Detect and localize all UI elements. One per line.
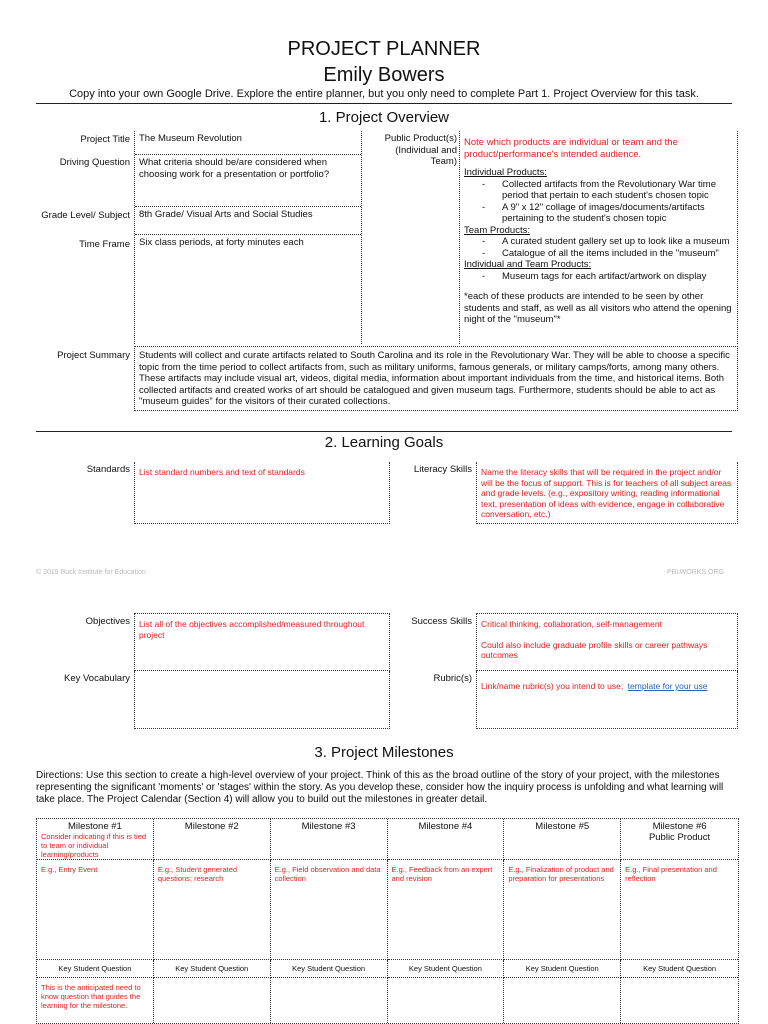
time-frame-label: Time Frame — [79, 239, 130, 250]
grade-level-label: Grade Level/ Subject — [41, 210, 130, 221]
section-heading-milestones: 3. Project Milestones — [314, 744, 454, 761]
footer-copyright: © 2019 Buck Institute for Education — [36, 569, 146, 576]
key-question-field-4[interactable] — [388, 978, 505, 1024]
time-frame-field[interactable]: Six class periods, at forty minutes each — [139, 237, 304, 248]
instructions: Copy into your own Google Drive. Explore the entire planner, but you only need to complete Part 1. Project Overview for this task. — [69, 88, 699, 100]
products-note: *each of these products are intended to be seen by other students and staff, as well as all visitors who attend the opening night of the "museum"* — [464, 291, 732, 325]
literacy-skills-label: Literacy Skills — [413, 464, 472, 475]
project-title-label: Project Title — [80, 134, 130, 145]
key-question-label-2: Key Student Question — [154, 960, 271, 978]
key-question-label-5: Key Student Question — [504, 960, 621, 978]
key-question-label-1: Key Student Question — [37, 960, 154, 978]
milestone-header-2: Milestone #2 — [154, 819, 271, 860]
divider-top — [36, 103, 732, 104]
milestone-example-5[interactable]: E.g., Finalization of product and preparation for presentations — [504, 860, 621, 960]
grade-level-field[interactable]: 8th Grade/ Visual Arts and Social Studies — [135, 207, 361, 235]
section-heading-learning-goals: 2. Learning Goals — [324, 434, 444, 451]
literacy-skills-field[interactable] — [476, 462, 738, 524]
key-question-field-6[interactable] — [621, 978, 738, 1024]
milestone-header-1: Milestone #1 Consider indicating if this is tied to team or individual learning/products — [37, 819, 154, 860]
footer-site: PBLWORKS.ORG — [666, 569, 724, 576]
section-heading-overview: 1. Project Overview — [318, 109, 450, 126]
objectives-hint: List all of the objectives accomplished/measured throughout project — [139, 619, 365, 640]
author-name: Emily Bowers — [323, 64, 445, 86]
list-item: - Catalogue of all the items included in the "museum" — [464, 248, 733, 260]
milestone-header-6: Milestone #6 Public Product — [621, 819, 738, 860]
success-skills-label: Success Skills — [411, 616, 472, 627]
key-question-label-3: Key Student Question — [271, 960, 388, 978]
key-question-label-6: Key Student Question — [621, 960, 738, 978]
literacy-skills-hint: Name the literacy skills that will be required in the project and/or will be the focus of support. This is for teachers of all subject areas and grade levels. (e.g., expository writing, reading informational text, presentation of ideas with evidence, engage in collaborative conversation, etc.) — [481, 467, 732, 519]
key-vocabulary-label: Key Vocabulary — [63, 673, 130, 684]
milestone-example-3[interactable]: E.g., Field observation and data collection — [271, 860, 388, 960]
rubrics-hint: Link/name rubric(s) you intend to use; — [481, 681, 624, 691]
individual-products-label: Individual Products: — [464, 167, 547, 178]
page-title: PROJECT PLANNER — [287, 38, 481, 60]
standards-field[interactable] — [134, 462, 390, 524]
team-products-list — [464, 236, 733, 259]
standards-label: Standards — [86, 464, 130, 475]
individual-products-list — [464, 179, 733, 225]
rubrics-field[interactable] — [476, 671, 738, 729]
rubric-template-link[interactable]: template for your use — [627, 681, 708, 691]
milestones-directions: Directions: Use this section to create a high-level overview of your project. Think of this as the broad outline of the story of your project, with the milestones representing the significant 'moments' or 'stages' within the story. As you develop these, consider how the inquiry process is unfolding and what learning will take place. The Project Calendar (Section 4) will allow you to build out the milestones in greater detail. — [36, 770, 724, 806]
objectives-field[interactable] — [134, 613, 390, 671]
milestone-hint: Consider indicating if this is tied to team or individual learning/products — [41, 832, 147, 859]
success-skills-field[interactable] — [476, 613, 738, 671]
list-item: - Collected artifacts from the Revolutionary War time period that pertain to each student's chosen topic — [464, 179, 733, 202]
milestone-example-4[interactable]: E.g., Feedback from an expert and revision — [388, 860, 505, 960]
driving-question-label: Driving Question — [59, 157, 130, 168]
key-vocabulary-field[interactable] — [134, 671, 390, 729]
standards-hint: List standard numbers and text of standards — [139, 467, 305, 477]
milestone-example-6[interactable]: E.g., Final presentation and reflection — [621, 860, 738, 960]
public-product-label: Public Product(s) (Individual and Team) — [384, 133, 457, 167]
project-summary-field[interactable] — [134, 346, 738, 411]
key-question-field-2[interactable] — [154, 978, 271, 1024]
key-question-field-3[interactable] — [271, 978, 388, 1024]
list-item: - A 9" x 12" collage of images/documents/artifacts pertaining to the student's chosen topic — [464, 202, 733, 225]
project-title-field[interactable]: The Museum Revolution — [135, 131, 361, 155]
list-item: - Museum tags for each artifact/artwork on display — [464, 271, 733, 283]
milestone-example-1[interactable]: E.g., Entry Event — [37, 860, 154, 960]
milestone-example-2[interactable]: E.g., Student generated questions; research — [154, 860, 271, 960]
key-question-field-1[interactable]: This is the anticipated need to know question that guides the learning for the milestone. — [37, 978, 154, 1024]
public-product-field[interactable] — [459, 131, 738, 344]
list-item: - A curated student gallery set up to look like a museum — [464, 236, 733, 248]
milestone-header-3: Milestone #3 — [271, 819, 388, 860]
project-summary-label: Project Summary — [57, 350, 130, 361]
key-question-field-5[interactable] — [504, 978, 621, 1024]
rubrics-label: Rubric(s) — [433, 673, 472, 684]
success-skills-hint-1: Critical thinking, collaboration, self-management — [481, 619, 662, 629]
objectives-label: Objectives — [85, 616, 130, 627]
individual-team-label: Individual and Team Products: — [464, 259, 592, 270]
driving-question-field[interactable]: What criteria should be/are considered when choosing work for a presentation or portfolio? — [135, 155, 361, 207]
milestone-sub: Public Product — [648, 832, 711, 843]
milestones-table — [36, 818, 739, 1024]
divider-overview — [36, 431, 732, 432]
team-products-label: Team Products: — [464, 224, 530, 236]
milestone-header-4: Milestone #4 — [388, 819, 505, 860]
public-product-hint: Note which products are individual or team and the product/performance's intended audience. — [464, 137, 678, 160]
individual-team-list — [464, 271, 733, 283]
project-summary-text: Students will collect and curate artifacts related to South Carolina and its role in the Revolutionary War. They will be able to choose a specific topic from the time period to collect artifacts from, such as military uniforms, famous generals, or military camps/forts, among many others. These artifacts may include visual art, videos, digital media, information about important individuals from the time, and historical items. Both collected artifacts and created works of art should be catalogued and given museum tags. Furthermore, students should be able to act as "museum guides" for the visitors of their curated collections. — [139, 350, 730, 407]
overview-left-fields — [134, 131, 362, 344]
success-skills-hint-2: Could also include graduate profile skills or career pathways outcomes — [481, 639, 708, 660]
milestone-header-5: Milestone #5 — [504, 819, 621, 860]
key-question-label-4: Key Student Question — [388, 960, 505, 978]
